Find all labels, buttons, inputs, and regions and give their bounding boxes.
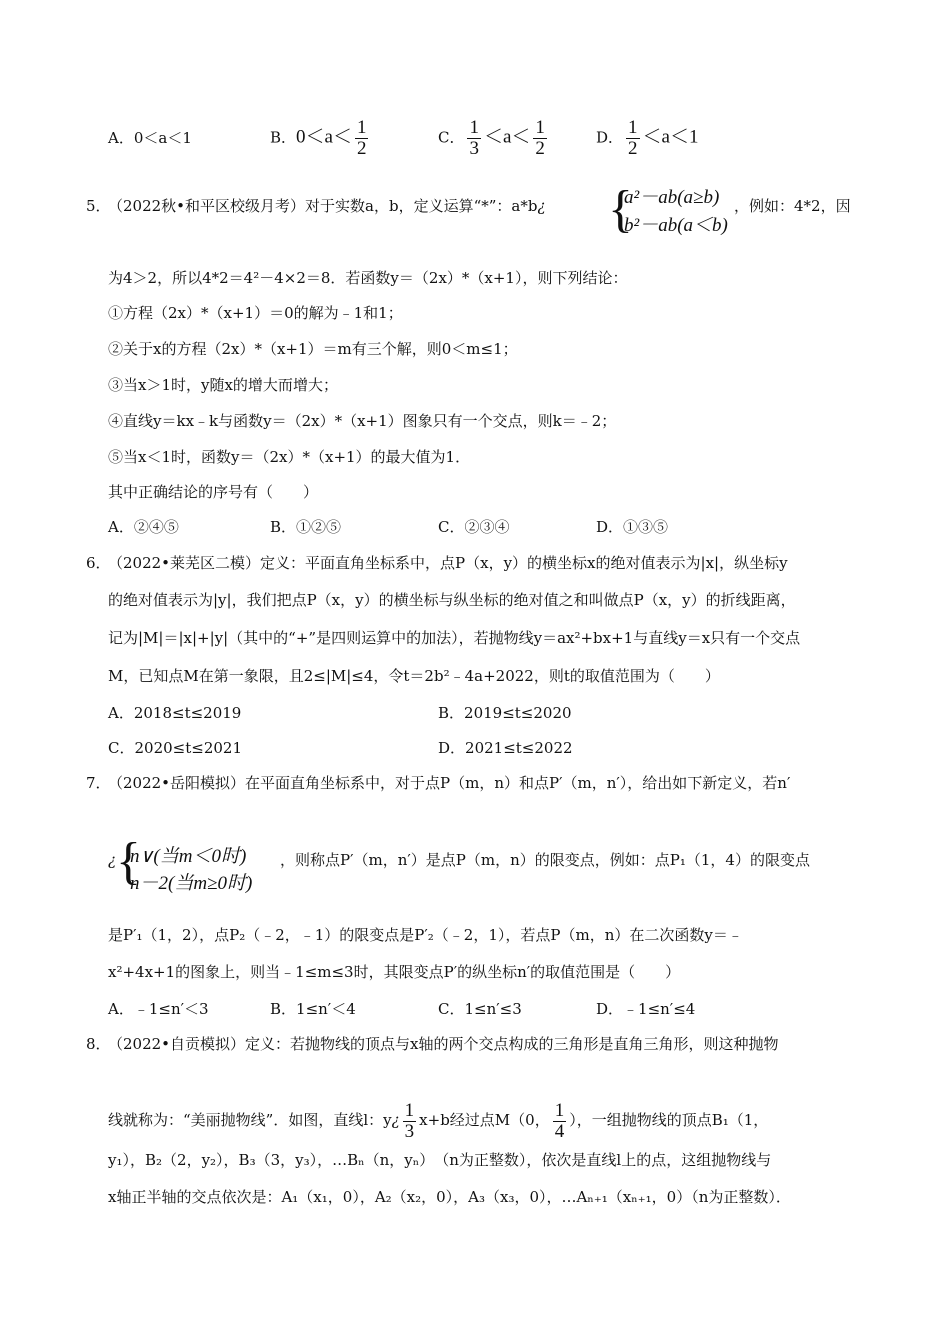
q5-option-d: D．①③⑤ [596, 518, 669, 536]
q7-option-c: C．1≤n′≤3 [438, 1000, 522, 1018]
q7-line-3: 是P′₁（1，2），点P₂（﹣2，﹣1）的限变点是P′₂（﹣2，1），若点P（m，n）在二次函数y＝﹣ [108, 926, 743, 944]
q6-line-2: 的绝对值表示为|y|，我们把点P（x，y）的横坐标与纵坐标的绝对值之和叫做点P（x，y）的折线距离， [108, 591, 796, 609]
q4-option-a: A．0＜a＜1 [108, 129, 192, 147]
q5-brace: { [608, 181, 633, 238]
q5-case-2: b²－ab(a＜b) [624, 215, 728, 236]
q6-option-c: C．2020≤t≤2021 [108, 739, 242, 757]
q7-number: 7． [86, 774, 111, 792]
q7-case-1: n∨(当m＜0时) [130, 846, 247, 867]
q7-option-b: B．1≤n′＜4 [270, 1000, 356, 1018]
q5-statement-3: ③当x＞1时，y随x的增大而增大； [108, 376, 338, 394]
q8-line-1: （2022•自贡模拟）定义：若抛物线的顶点与x轴的两个交点构成的三角形是直角三角形，则这种抛物 [108, 1035, 779, 1053]
q5-ask: 其中正确结论的序号有（ ） [108, 483, 319, 501]
q7-line-1: （2022•岳阳模拟）在平面直角坐标系中，对于点P（m，n）和点P′（m，n′），给出如下新定义，若n′ [108, 774, 791, 792]
q4-option-c: C． $\frac{1}{3}$ ＜a＜ $\frac{1}{2}$ [438, 117, 545, 159]
q5-number: 5． [86, 197, 111, 215]
q7-case-2: n－2(当m≥0时) [130, 873, 253, 894]
q5-statement-4: ④直线y＝kx﹣k与函数y＝（2x）*（x+1）图象只有一个交点，则k＝﹣2； [108, 412, 617, 430]
q5-option-c: C．②③④ [438, 518, 510, 536]
q7-brace: { [116, 833, 141, 890]
q5-intro: （2022秋•和平区校级月考）对于实数a，b，定义运算“*”：a*b¿ [108, 197, 546, 215]
q8-number: 8． [86, 1035, 111, 1053]
q6-number: 6． [86, 554, 111, 572]
q4-option-d: D． $\frac{1}{2}$ ＜a＜1 [596, 117, 699, 159]
q5-line-2: 为4＞2，所以4*2＝4²－4×2＝8．若函数y＝（2x）*（x+1），则下列结论： [108, 269, 628, 287]
q6-line-1: （2022•莱芜区二模）定义：平面直角坐标系中，点P（x，y）的横坐标x的绝对值表示为|x|，纵坐标y [108, 554, 788, 572]
q8-line-2: 线就称为：“美丽抛物线”．如图，直线l：y¿ $\frac{1}{3}$ x+b经过点M（0， $\frac{1}{4}$ ），一组抛物线的顶点B₁（1， [108, 1099, 769, 1142]
q5-case-1: a²－ab(a≥b) [624, 187, 720, 208]
q6-option-b: B．2019≤t≤2020 [438, 704, 572, 722]
q7-glyph: ¿ [108, 851, 117, 869]
q5-option-a: A．②④⑤ [108, 518, 179, 536]
q6-line-3: 记为|M|＝|x|+|y|（其中的“+”是四则运算中的加法），若抛物线y＝ax²+bx+1与直线y＝x只有一个交点 [108, 629, 801, 647]
q5-intro-after: ，例如：4*2，因 [734, 197, 851, 215]
q4-option-b: B．0＜a＜ $\frac{1}{2}$ [270, 117, 367, 159]
q6-line-4: M，已知点M在第一象限，且2≤|M|≤4，令t＝2b²﹣4a+2022，则t的取值范围为（ ） [108, 667, 720, 685]
q5-option-b: B．①②⑤ [270, 518, 342, 536]
q7-option-a: A．﹣1≤n′＜3 [108, 1000, 209, 1018]
q8-line-4: x轴正半轴的交点依次是：A₁（x₁，0），A₂（x₂，0），A₃（x₃，0），…Aₙ₊₁（xₙ₊₁，0）（n为正整数）． [108, 1188, 791, 1206]
q8-line-3: y₁），B₂（2，y₂），B₃（3，y₃），…Bₙ（n，yₙ） （n为正整数），依次是直线l上的点，这组抛物线与 [108, 1151, 772, 1169]
q7-line-2-after: ，则称点P′（m，n′）是点P（m，n）的限变点，例如：点P₁（1，4）的限变点 [280, 851, 810, 869]
q7-option-d: D．﹣1≤n′≤4 [596, 1000, 696, 1018]
q6-option-a: A．2018≤t≤2019 [108, 704, 242, 722]
q6-option-d: D．2021≤t≤2022 [438, 739, 573, 757]
q7-line-4: x²+4x+1的图象上，则当﹣1≤m≤3时，其限变点P′的纵坐标n′的取值范围是（ ） [108, 963, 681, 981]
q5-statement-2: ②关于x的方程（2x）*（x+1）＝m有三个解，则0＜m≤1； [108, 340, 518, 358]
q5-statement-1: ①方程（2x）*（x+1）＝0的解为﹣1和1； [108, 304, 403, 322]
q5-statement-5: ⑤当x＜1时，函数y＝（2x）*（x+1）的最大值为1． [108, 448, 471, 466]
